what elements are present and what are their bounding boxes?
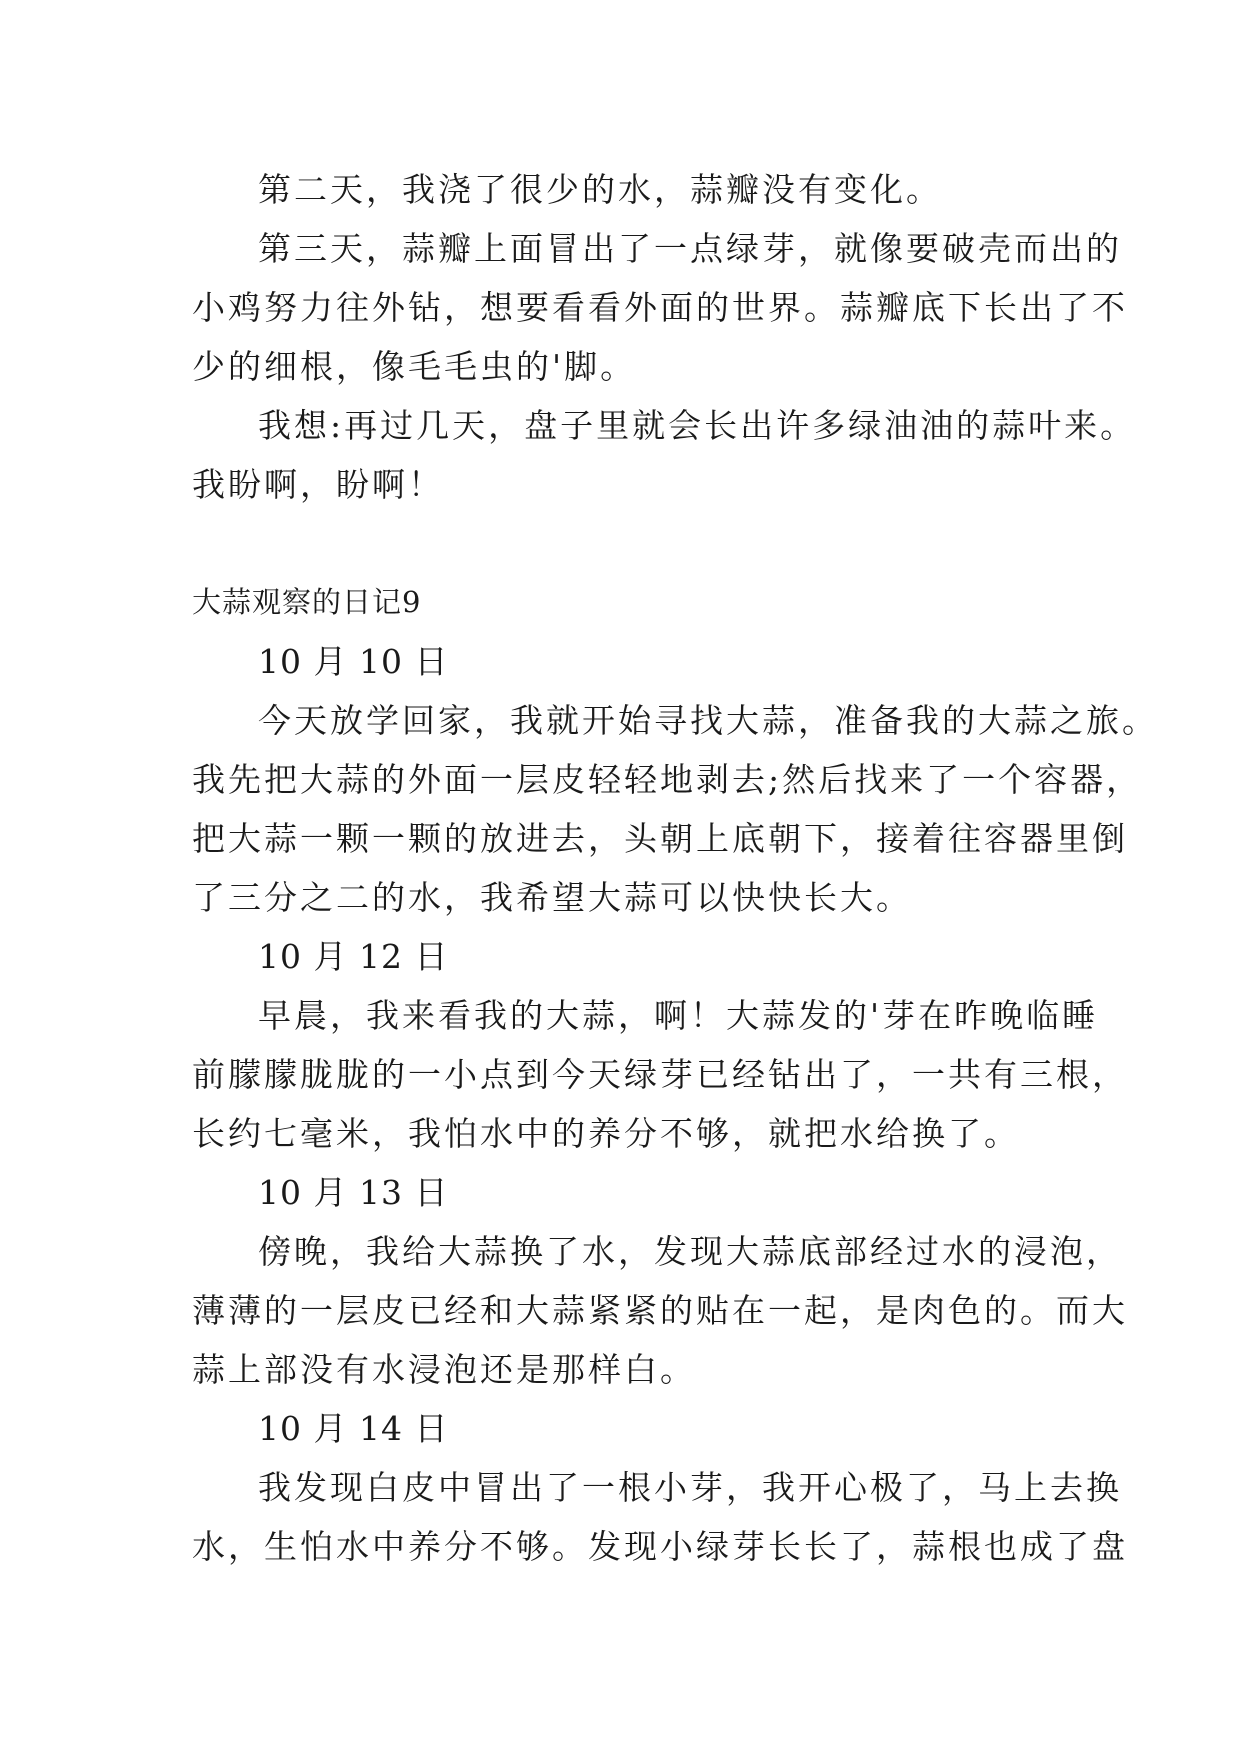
paragraph-line: 水，生怕水中养分不够。发现小绿芽长长了，蒜根也成了盘 xyxy=(192,1527,1128,1566)
paragraph-line: 小鸡努力往外钻，想要看看外面的世界。蒜瓣底下长出了不 xyxy=(192,288,1128,327)
paragraph-line: 我先把大蒜的外面一层皮轻轻地剥去;然后找来了一个容器， xyxy=(192,760,1143,799)
diary-date: 10 月 10 日 xyxy=(258,642,449,681)
paragraph-line: 了三分之二的水，我希望大蒜可以快快长大。 xyxy=(192,878,912,917)
paragraph-line: 第二天，我浇了很少的水，蒜瓣没有变化。 xyxy=(258,170,942,209)
paragraph-line: 前朦朦胧胧的一小点到今天绿芽已经钻出了，一共有三根， xyxy=(192,1055,1128,1094)
paragraph-line: 把大蒜一颗一颗的放进去，头朝上底朝下，接着往容器里倒 xyxy=(192,819,1128,858)
paragraph-line: 蒜上部没有水浸泡还是那样白。 xyxy=(192,1350,696,1389)
paragraph-line: 早晨，我来看我的大蒜，啊！大蒜发的'芽在昨晚临睡 xyxy=(258,996,1099,1035)
diary-date: 10 月 12 日 xyxy=(258,937,449,976)
paragraph-line: 我想:再过几天，盘子里就会长出许多绿油油的蒜叶来。 xyxy=(258,406,1137,445)
paragraph-line: 第三天，蒜瓣上面冒出了一点绿芽，就像要破壳而出的 xyxy=(258,229,1122,268)
document-body xyxy=(192,160,1158,1576)
paragraph-line: 我盼啊，盼啊！ xyxy=(192,465,444,504)
section-title: 大蒜观察的日记9 xyxy=(192,585,422,619)
paragraph-line: 薄薄的一层皮已经和大蒜紧紧的贴在一起，是肉色的。而大 xyxy=(192,1291,1128,1330)
section-spacer xyxy=(192,514,1067,573)
paragraph-line: 今天放学回家，我就开始寻找大蒜，准备我的大蒜之旅。 xyxy=(258,701,1158,740)
paragraph-line: 傍晚，我给大蒜换了水，发现大蒜底部经过水的浸泡， xyxy=(258,1232,1122,1271)
paragraph-line: 我发现白皮中冒出了一根小芽，我开心极了，马上去换 xyxy=(258,1468,1122,1507)
paragraph-line: 少的细根，像毛毛虫的'脚。 xyxy=(192,347,637,386)
diary-date: 10 月 14 日 xyxy=(258,1409,449,1448)
diary-date: 10 月 13 日 xyxy=(258,1173,449,1212)
paragraph-line: 长约七毫米，我怕水中的养分不够，就把水给换了。 xyxy=(192,1114,1020,1153)
